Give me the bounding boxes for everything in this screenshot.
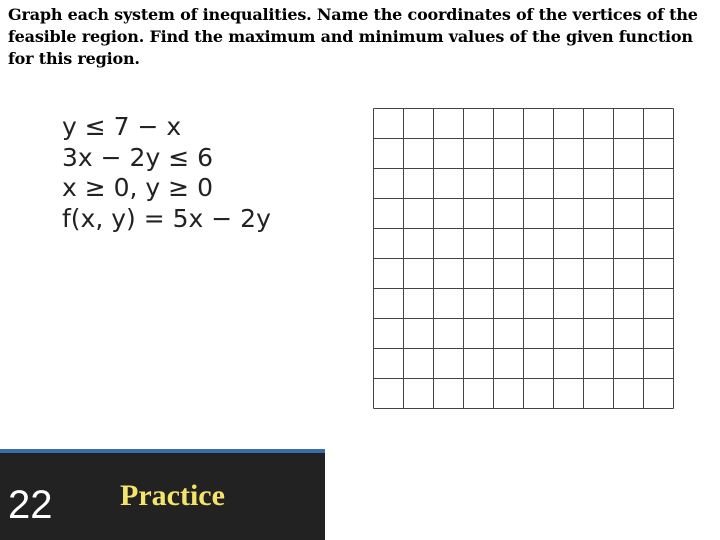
instructions-line-1: Graph each system of inequalities. Name the coordinates of the vertices of the bbox=[8, 5, 698, 24]
inequality-system bbox=[62, 112, 271, 234]
instructions-line-2: feasible region. Find the maximum and minimum values of the given function bbox=[8, 27, 693, 46]
inequality-2: 3x − 2y ≤ 6 bbox=[62, 142, 213, 172]
slide-number: 22 bbox=[8, 483, 53, 527]
footer-bar bbox=[0, 449, 325, 540]
instructions bbox=[8, 4, 720, 70]
inequality-3: x ≥ 0, y ≥ 0 bbox=[62, 173, 213, 202]
instructions-line-3: for this region. bbox=[8, 49, 140, 68]
objective-function: f(x, y) = 5x − 2y bbox=[62, 203, 271, 233]
inequality-1: y ≤ 7 − x bbox=[62, 112, 182, 141]
graph-paper-grid bbox=[373, 108, 674, 409]
footer-title: Practice bbox=[120, 479, 225, 512]
